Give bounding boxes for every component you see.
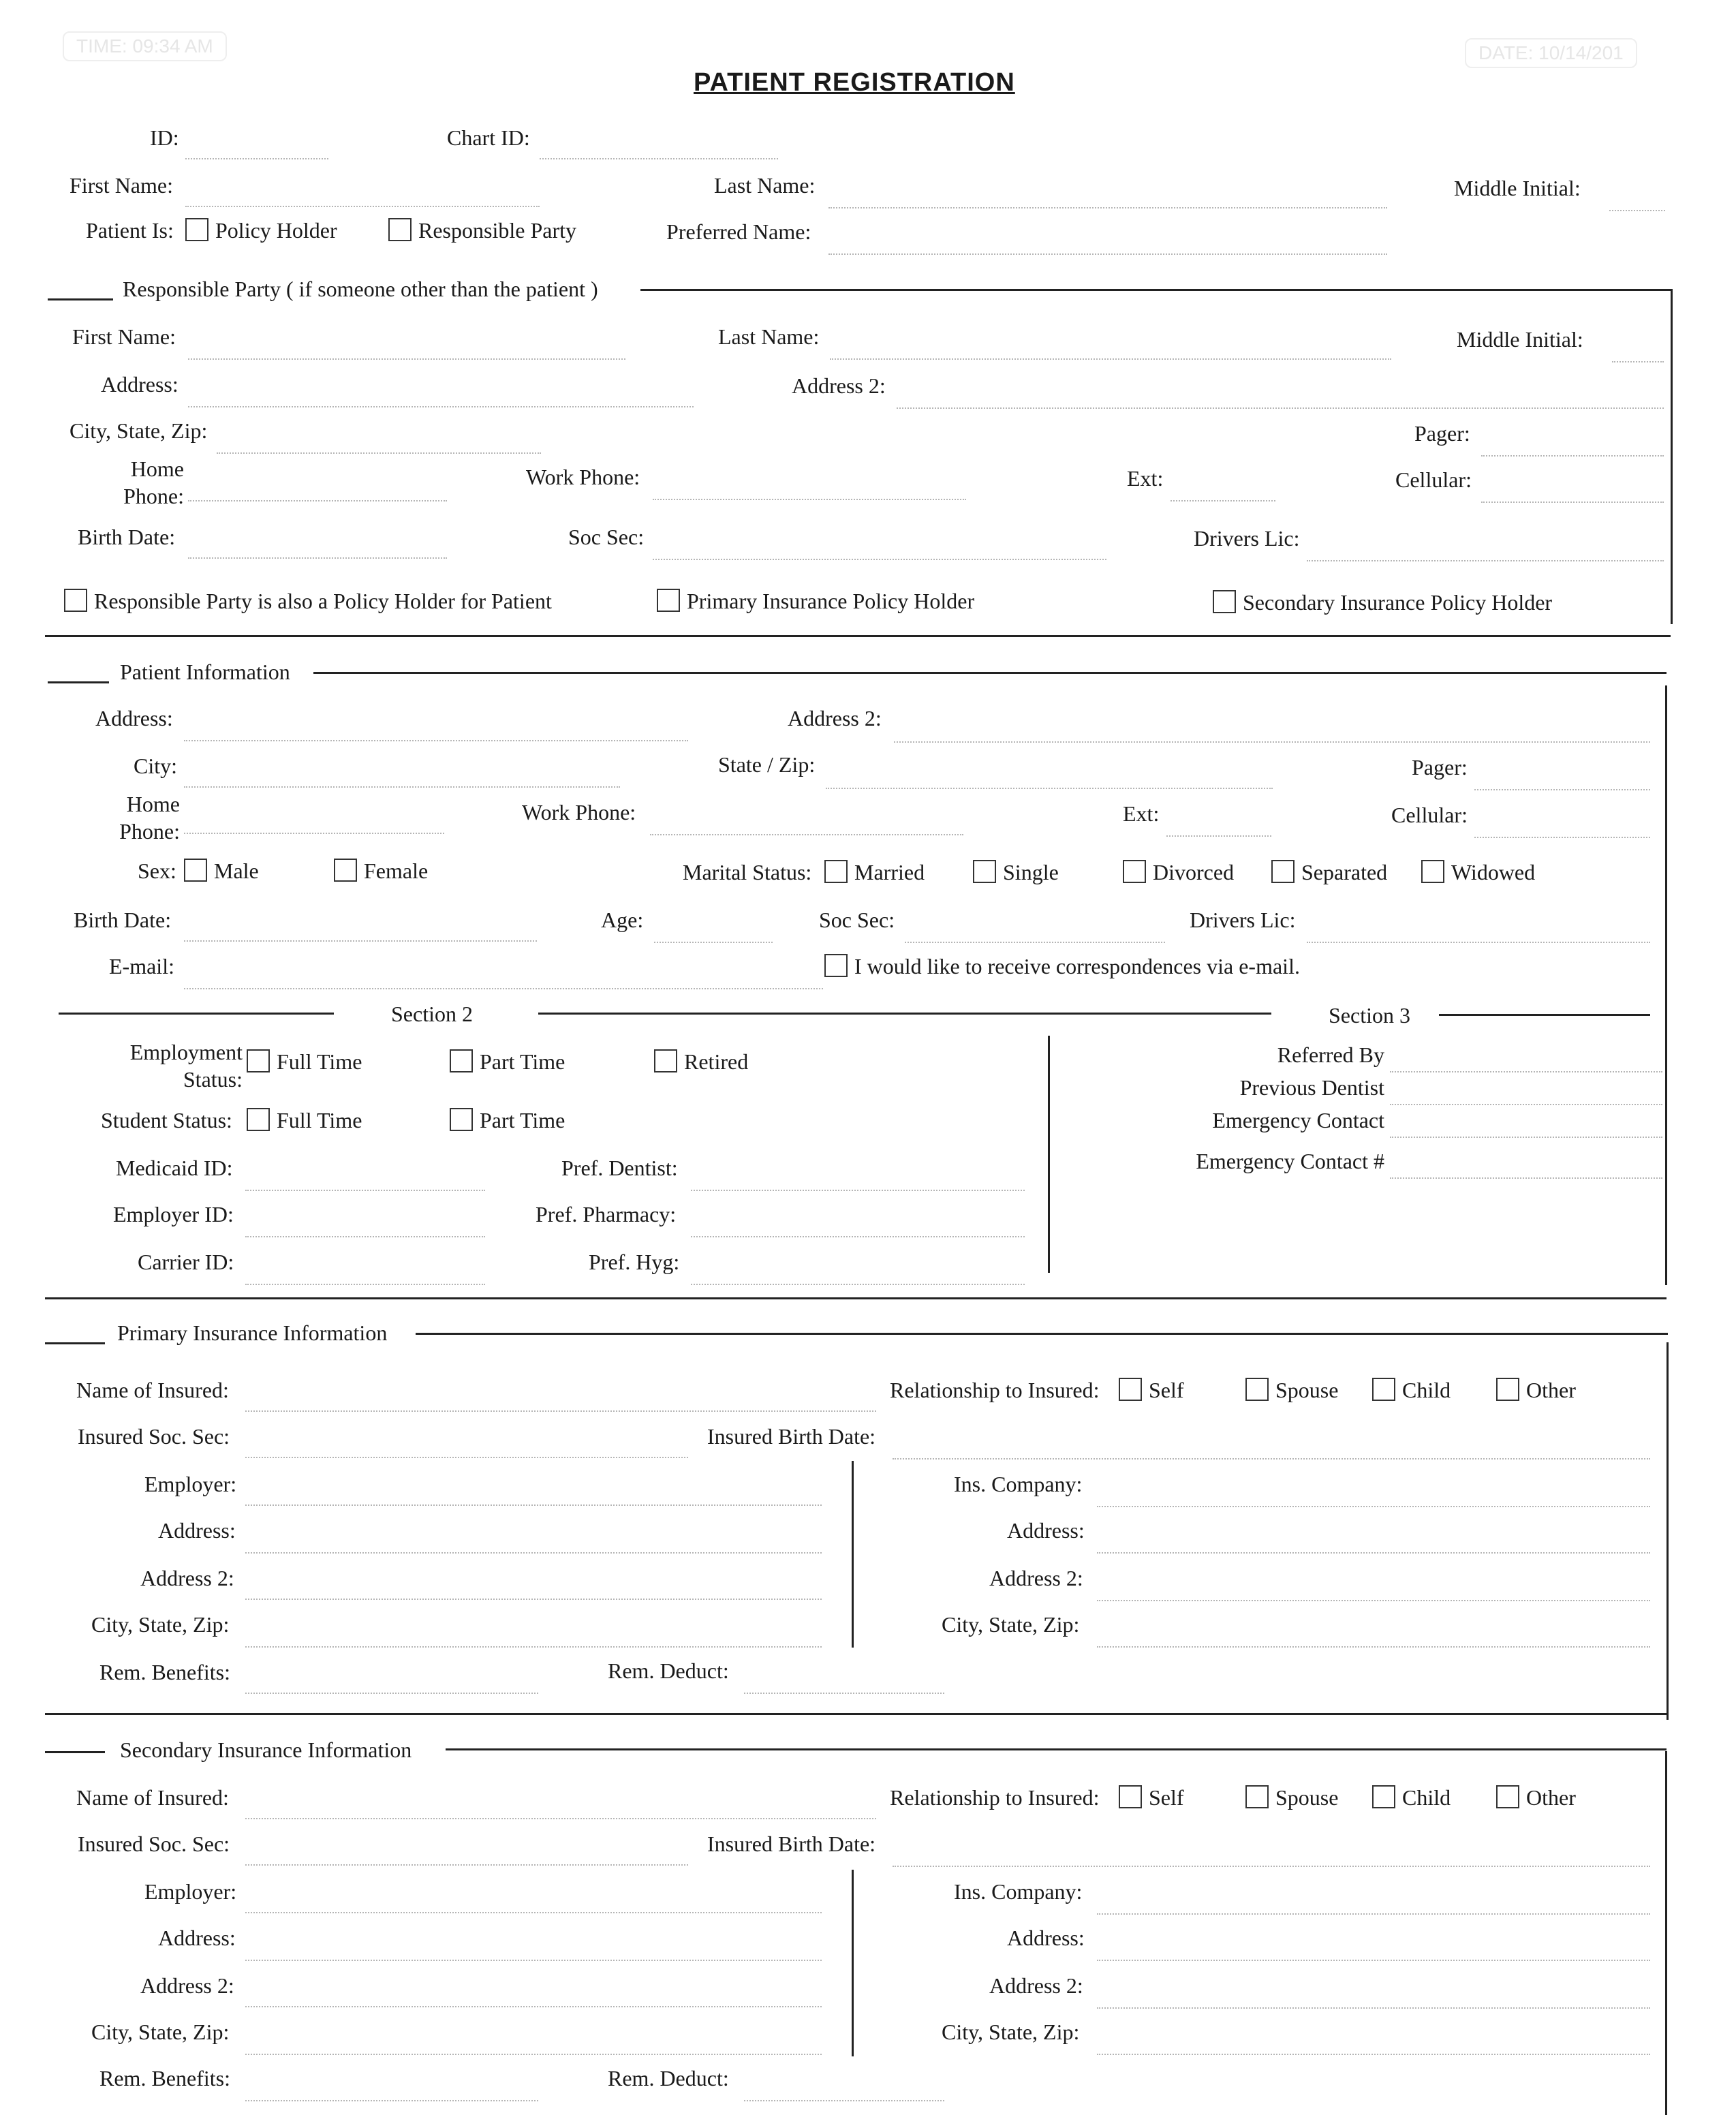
rp-secondary-holder-label: Secondary Insurance Policy Holder bbox=[1243, 590, 1553, 615]
ins2-insured-birth-date-label: Insured Birth Date: bbox=[707, 1832, 876, 1856]
pi-email-field[interactable] bbox=[184, 959, 823, 989]
rp-city-state-zip-field[interactable] bbox=[217, 424, 541, 454]
pi-birth-date-label: Birth Date: bbox=[74, 908, 172, 932]
rp-middle-initial-label: Middle Initial: bbox=[1457, 327, 1583, 352]
ins1-company-address2-label: Address 2: bbox=[989, 1566, 1083, 1590]
middle-initial-label: Middle Initial: bbox=[1454, 176, 1581, 200]
ins1-ins-company-label: Ins. Company: bbox=[954, 1472, 1083, 1496]
rp-middle-initial-field[interactable] bbox=[1612, 333, 1664, 362]
pi-soc-sec-field[interactable] bbox=[905, 913, 1165, 943]
rp-home-label-1: Home bbox=[130, 457, 184, 481]
ins1-spouse-checkbox[interactable] bbox=[1245, 1378, 1269, 1401]
pi-widowed-label: Widowed bbox=[1451, 860, 1536, 884]
student-full-time-label: Full Time bbox=[277, 1108, 362, 1132]
ins2-insured-soc-sec-field[interactable] bbox=[245, 1836, 688, 1866]
section2-header: Section 2 bbox=[391, 1002, 473, 1026]
student-status-label: Student Status: bbox=[101, 1108, 232, 1132]
student-full-time-checkbox[interactable] bbox=[247, 1108, 270, 1131]
ins2-ins-company-field[interactable] bbox=[1097, 1885, 1650, 1915]
rp-primary-holder-label: Primary Insurance Policy Holder bbox=[687, 589, 975, 613]
ins1-child-checkbox[interactable] bbox=[1372, 1378, 1395, 1401]
emergency-contact-label: Emergency Contact bbox=[1212, 1108, 1384, 1132]
rp-pager-label: Pager: bbox=[1414, 421, 1470, 446]
ins2-self-label: Self bbox=[1149, 1785, 1184, 1810]
pi-drivers-lic-label: Drivers Lic: bbox=[1190, 908, 1296, 932]
pi-ext-label: Ext: bbox=[1123, 801, 1160, 826]
ins2-insured-soc-sec-label: Insured Soc. Sec: bbox=[78, 1832, 230, 1856]
responsible-party-header: Responsible Party ( if someone other than the patient ) bbox=[123, 277, 598, 301]
ins1-city-state-zip-label: City, State, Zip: bbox=[91, 1612, 230, 1637]
ins1-employer-field[interactable] bbox=[245, 1476, 822, 1506]
ins2-employer-field[interactable] bbox=[245, 1883, 822, 1913]
pi-sex-label: Sex: bbox=[138, 859, 176, 883]
emergency-contact-num-field[interactable] bbox=[1390, 1149, 1662, 1179]
rp-address2-field[interactable] bbox=[897, 379, 1664, 409]
section3-header: Section 3 bbox=[1329, 1003, 1410, 1028]
patient-info-header: Patient Information bbox=[120, 660, 290, 684]
rp-also-policy-holder-label: Responsible Party is also a Policy Holder for Patient bbox=[94, 589, 552, 613]
pi-separated-checkbox[interactable] bbox=[1271, 860, 1295, 883]
middle-initial-field[interactable] bbox=[1609, 181, 1665, 211]
pi-single-label: Single bbox=[1003, 860, 1059, 884]
section-border bbox=[1665, 685, 1667, 1285]
first-name-label: First Name: bbox=[69, 173, 173, 198]
rp-primary-holder-checkbox[interactable] bbox=[657, 589, 680, 612]
ins1-self-checkbox[interactable] bbox=[1119, 1378, 1142, 1401]
ins2-address-field[interactable] bbox=[245, 1931, 822, 1961]
pi-soc-sec-label: Soc Sec: bbox=[819, 908, 895, 932]
ins1-address-field[interactable] bbox=[245, 1524, 822, 1554]
ins2-city-state-zip-field[interactable] bbox=[245, 2025, 822, 2055]
ins1-insured-birth-date-field[interactable] bbox=[893, 1430, 1650, 1460]
last-name-field[interactable] bbox=[828, 179, 1387, 209]
ins1-rem-benefits-label: Rem. Benefits: bbox=[99, 1660, 230, 1684]
ins2-ins-company-label: Ins. Company: bbox=[954, 1879, 1083, 1904]
rp-drivers-lic-label: Drivers Lic: bbox=[1194, 526, 1300, 551]
rp-cellular-field[interactable] bbox=[1481, 473, 1664, 503]
ins1-child-label: Child bbox=[1402, 1378, 1451, 1402]
ins1-name-of-insured-label: Name of Insured: bbox=[76, 1378, 229, 1402]
ins2-company-address-field[interactable] bbox=[1097, 1931, 1650, 1961]
pref-pharmacy-field[interactable] bbox=[691, 1207, 1025, 1237]
policy-holder-checkbox[interactable] bbox=[185, 218, 208, 241]
pi-single-checkbox[interactable] bbox=[973, 860, 996, 883]
ins2-employer-label: Employer: bbox=[144, 1879, 237, 1904]
emergency-contact-field[interactable] bbox=[1390, 1108, 1662, 1138]
pi-address-label: Address: bbox=[95, 706, 173, 730]
responsible-party-checkbox[interactable] bbox=[388, 218, 412, 241]
ins1-spouse-label: Spouse bbox=[1275, 1378, 1339, 1402]
pi-city-label: City: bbox=[134, 754, 178, 778]
section-bottom-rule bbox=[45, 1713, 1667, 1715]
ins1-company-city-state-zip-label: City, State, Zip: bbox=[942, 1612, 1080, 1637]
pi-age-field[interactable] bbox=[654, 913, 773, 943]
ins2-company-address2-field[interactable] bbox=[1097, 1979, 1650, 2009]
section2-rule-left bbox=[59, 1013, 334, 1015]
rp-address-field[interactable] bbox=[188, 377, 694, 407]
rp-also-policy-holder-checkbox[interactable] bbox=[64, 589, 87, 612]
pi-state-zip-field[interactable] bbox=[826, 759, 1273, 789]
employment-label-1: Employment bbox=[129, 1040, 243, 1064]
rp-drivers-lic-field[interactable] bbox=[1307, 531, 1664, 561]
preferred-name-label: Preferred Name: bbox=[666, 219, 811, 244]
pi-email-opt-label: I would like to receive correspondences via e-mail. bbox=[854, 954, 1300, 978]
rp-ext-field[interactable] bbox=[1171, 472, 1275, 501]
ins2-city-state-zip-label: City, State, Zip: bbox=[91, 2020, 230, 2044]
ins2-company-city-state-zip-field[interactable] bbox=[1097, 2025, 1650, 2055]
referred-by-field[interactable] bbox=[1390, 1043, 1662, 1072]
employment-full-time-label: Full Time bbox=[277, 1049, 362, 1074]
rp-address-label: Address: bbox=[101, 372, 179, 397]
student-part-time-checkbox[interactable] bbox=[450, 1108, 473, 1131]
pi-married-checkbox[interactable] bbox=[824, 860, 848, 883]
carrier-id-label: Carrier ID: bbox=[138, 1250, 234, 1274]
rp-address2-label: Address 2: bbox=[792, 373, 886, 398]
ins1-other-label: Other bbox=[1526, 1378, 1576, 1402]
pref-dentist-label: Pref. Dentist: bbox=[561, 1156, 678, 1180]
pi-work-phone-label: Work Phone: bbox=[522, 800, 636, 824]
rp-soc-sec-label: Soc Sec: bbox=[568, 525, 645, 549]
pi-divorced-label: Divorced bbox=[1153, 860, 1235, 884]
pi-female-label: Female bbox=[364, 859, 429, 883]
pref-dentist-field[interactable] bbox=[691, 1161, 1025, 1191]
rp-last-name-label: Last Name: bbox=[718, 324, 820, 349]
ins1-insured-soc-sec-label: Insured Soc. Sec: bbox=[78, 1424, 230, 1449]
section-border bbox=[1671, 289, 1673, 624]
rp-home-phone-field[interactable] bbox=[188, 472, 447, 501]
employment-retired-label: Retired bbox=[684, 1049, 749, 1074]
rp-first-name-label: First Name: bbox=[72, 324, 176, 349]
id-field[interactable] bbox=[185, 129, 328, 159]
patient-is-label: Patient Is: bbox=[86, 218, 174, 243]
previous-dentist-label: Previous Dentist bbox=[1239, 1075, 1384, 1100]
employment-part-time-checkbox[interactable] bbox=[450, 1049, 473, 1072]
ins2-name-of-insured-field[interactable] bbox=[245, 1789, 876, 1819]
secondary-insurance-header: Secondary Insurance Information bbox=[120, 1738, 412, 1762]
ins1-address-label: Address: bbox=[158, 1518, 236, 1543]
pi-ext-field[interactable] bbox=[1166, 807, 1271, 837]
section-rule bbox=[446, 1748, 1667, 1750]
ins2-address2-field[interactable] bbox=[245, 1977, 822, 2007]
ins2-rem-benefits-field[interactable] bbox=[245, 2071, 538, 2101]
section3-rule bbox=[1439, 1014, 1650, 1016]
page-title: PATIENT REGISTRATION bbox=[694, 68, 1015, 97]
section2-rule-right bbox=[538, 1013, 1271, 1015]
ins1-ins-company-field[interactable] bbox=[1097, 1477, 1650, 1507]
pi-male-checkbox[interactable] bbox=[184, 859, 207, 882]
rp-ext-label: Ext: bbox=[1127, 466, 1164, 491]
ins2-company-city-state-zip-label: City, State, Zip: bbox=[942, 2020, 1080, 2044]
ins1-insured-birth-date-label: Insured Birth Date: bbox=[707, 1424, 876, 1449]
pi-address2-label: Address 2: bbox=[788, 706, 882, 730]
pi-drivers-lic-field[interactable] bbox=[1307, 913, 1650, 943]
pi-birth-date-field[interactable] bbox=[184, 912, 537, 942]
section-bottom-rule bbox=[45, 635, 1671, 637]
ins1-rem-deduct-label: Rem. Deduct: bbox=[608, 1658, 729, 1683]
ins2-spouse-checkbox[interactable] bbox=[1245, 1785, 1269, 1808]
section-border bbox=[1667, 1342, 1669, 1720]
pi-marital-status-label: Marital Status: bbox=[683, 860, 812, 884]
pi-widowed-checkbox[interactable] bbox=[1421, 860, 1444, 883]
ins2-address-label: Address: bbox=[158, 1926, 236, 1950]
rp-pager-field[interactable] bbox=[1481, 427, 1664, 457]
ins2-other-label: Other bbox=[1526, 1785, 1576, 1810]
rp-first-name-field[interactable] bbox=[188, 330, 625, 360]
employment-full-time-checkbox[interactable] bbox=[247, 1049, 270, 1072]
preferred-name-field[interactable] bbox=[828, 225, 1387, 255]
rp-secondary-holder-checkbox[interactable] bbox=[1213, 590, 1236, 613]
pi-address-field[interactable] bbox=[184, 711, 688, 741]
rp-home-label-2: Phone: bbox=[123, 484, 184, 508]
rp-soc-sec-field[interactable] bbox=[653, 530, 1106, 560]
pi-home-phone-field[interactable] bbox=[184, 804, 444, 834]
chart-id-label: Chart ID: bbox=[447, 125, 530, 150]
pi-email-label: E-mail: bbox=[109, 954, 174, 978]
rp-work-phone-field[interactable] bbox=[653, 470, 966, 500]
insurance-divider bbox=[852, 1461, 854, 1648]
ins2-rem-benefits-label: Rem. Benefits: bbox=[99, 2066, 230, 2090]
rp-birth-date-field[interactable] bbox=[188, 529, 447, 559]
ins1-name-of-insured-field[interactable] bbox=[245, 1382, 876, 1412]
ins1-insured-soc-sec-field[interactable] bbox=[245, 1428, 688, 1458]
section-rule bbox=[45, 1751, 105, 1753]
pi-divorced-checkbox[interactable] bbox=[1123, 860, 1146, 883]
pi-email-opt-checkbox[interactable] bbox=[824, 954, 848, 977]
ins2-rem-deduct-field[interactable] bbox=[744, 2071, 944, 2101]
pi-home-label-1: Home bbox=[126, 792, 180, 816]
first-name-field[interactable] bbox=[185, 177, 540, 207]
referred-by-label: Referred By bbox=[1277, 1043, 1384, 1067]
rp-birth-date-label: Birth Date: bbox=[78, 525, 176, 549]
ins1-rem-deduct-field[interactable] bbox=[744, 1664, 944, 1694]
ins2-other-checkbox[interactable] bbox=[1496, 1785, 1519, 1808]
ins2-child-label: Child bbox=[1402, 1785, 1451, 1810]
emergency-contact-num-label: Emergency Contact # bbox=[1196, 1149, 1384, 1173]
ins1-address2-label: Address 2: bbox=[140, 1566, 234, 1590]
carrier-id-field[interactable] bbox=[245, 1255, 485, 1285]
primary-insurance-header: Primary Insurance Information bbox=[117, 1321, 388, 1345]
ins1-company-city-state-zip-field[interactable] bbox=[1097, 1618, 1650, 1648]
employment-retired-checkbox[interactable] bbox=[654, 1049, 677, 1072]
faint-date-stamp: DATE: 10/14/201 bbox=[1465, 38, 1637, 68]
previous-dentist-field[interactable] bbox=[1390, 1075, 1662, 1105]
last-name-label: Last Name: bbox=[714, 173, 816, 198]
insurance-divider bbox=[852, 1870, 854, 2056]
ins1-self-label: Self bbox=[1149, 1378, 1184, 1402]
pi-separated-label: Separated bbox=[1301, 860, 1388, 884]
chart-id-field[interactable] bbox=[540, 129, 778, 159]
pi-male-label: Male bbox=[214, 859, 259, 883]
section-rule bbox=[45, 1342, 105, 1344]
employment-label-2: Status: bbox=[183, 1067, 243, 1092]
ins2-company-address-label: Address: bbox=[1007, 1926, 1085, 1950]
rp-last-name-field[interactable] bbox=[830, 330, 1391, 360]
ins2-rem-deduct-label: Rem. Deduct: bbox=[608, 2066, 729, 2090]
section-rule bbox=[416, 1333, 1668, 1335]
pi-work-phone-field[interactable] bbox=[650, 805, 963, 835]
rp-city-state-zip-label: City, State, Zip: bbox=[69, 418, 208, 443]
ins1-city-state-zip-field[interactable] bbox=[245, 1618, 822, 1648]
pi-state-zip-label: State / Zip: bbox=[718, 752, 816, 777]
pref-hyg-label: Pref. Hyg: bbox=[589, 1250, 680, 1274]
responsible-party-label: Responsible Party bbox=[418, 218, 576, 243]
section-rule bbox=[640, 289, 1672, 291]
id-label: ID: bbox=[150, 125, 179, 150]
pi-city-field[interactable] bbox=[184, 758, 620, 788]
medicaid-id-field[interactable] bbox=[245, 1161, 485, 1191]
ins1-company-address-label: Address: bbox=[1007, 1518, 1085, 1543]
section-border bbox=[1665, 1751, 1667, 2115]
ins1-other-checkbox[interactable] bbox=[1496, 1378, 1519, 1401]
pi-cellular-field[interactable] bbox=[1474, 808, 1650, 838]
medicaid-id-label: Medicaid ID: bbox=[116, 1156, 233, 1180]
pi-female-checkbox[interactable] bbox=[334, 859, 357, 882]
pi-cellular-label: Cellular: bbox=[1391, 803, 1468, 827]
section-rule bbox=[313, 672, 1667, 674]
ins2-insured-birth-date-field[interactable] bbox=[893, 1837, 1650, 1867]
ins1-rem-benefits-field[interactable] bbox=[245, 1664, 538, 1694]
pi-pager-label: Pager: bbox=[1412, 755, 1468, 779]
pref-pharmacy-label: Pref. Pharmacy: bbox=[536, 1202, 677, 1226]
ins2-address2-label: Address 2: bbox=[140, 1973, 234, 1998]
ins2-child-checkbox[interactable] bbox=[1372, 1785, 1395, 1808]
section-rule bbox=[48, 298, 113, 300]
ins1-company-address2-field[interactable] bbox=[1097, 1571, 1650, 1601]
pi-home-label-2: Phone: bbox=[119, 819, 180, 844]
ins1-employer-label: Employer: bbox=[144, 1472, 237, 1496]
pi-age-label: Age: bbox=[601, 908, 644, 932]
ins2-spouse-label: Spouse bbox=[1275, 1785, 1339, 1810]
employment-part-time-label: Part Time bbox=[480, 1049, 565, 1074]
pi-pager-field[interactable] bbox=[1474, 760, 1650, 790]
policy-holder-label: Policy Holder bbox=[215, 218, 337, 243]
employer-id-label: Employer ID: bbox=[113, 1202, 234, 1226]
ins2-name-of-insured-label: Name of Insured: bbox=[76, 1785, 229, 1810]
employer-id-field[interactable] bbox=[245, 1207, 485, 1237]
ins2-relationship-label: Relationship to Insured: bbox=[890, 1785, 1100, 1810]
section-divider bbox=[1048, 1036, 1050, 1273]
rp-work-phone-label: Work Phone: bbox=[526, 465, 640, 489]
rp-cellular-label: Cellular: bbox=[1395, 467, 1472, 492]
ins1-relationship-label: Relationship to Insured: bbox=[890, 1378, 1100, 1402]
pi-address2-field[interactable] bbox=[894, 713, 1650, 743]
ins2-self-checkbox[interactable] bbox=[1119, 1785, 1142, 1808]
pi-married-label: Married bbox=[854, 860, 925, 884]
pref-hyg-field[interactable] bbox=[691, 1255, 1025, 1285]
faint-time-stamp: TIME: 09:34 AM bbox=[63, 31, 227, 61]
section-bottom-rule bbox=[45, 1297, 1667, 1299]
student-part-time-label: Part Time bbox=[480, 1108, 565, 1132]
ins1-address2-field[interactable] bbox=[245, 1570, 822, 1600]
ins1-company-address-field[interactable] bbox=[1097, 1524, 1650, 1554]
ins2-company-address2-label: Address 2: bbox=[989, 1973, 1083, 1998]
section-rule bbox=[48, 681, 109, 683]
